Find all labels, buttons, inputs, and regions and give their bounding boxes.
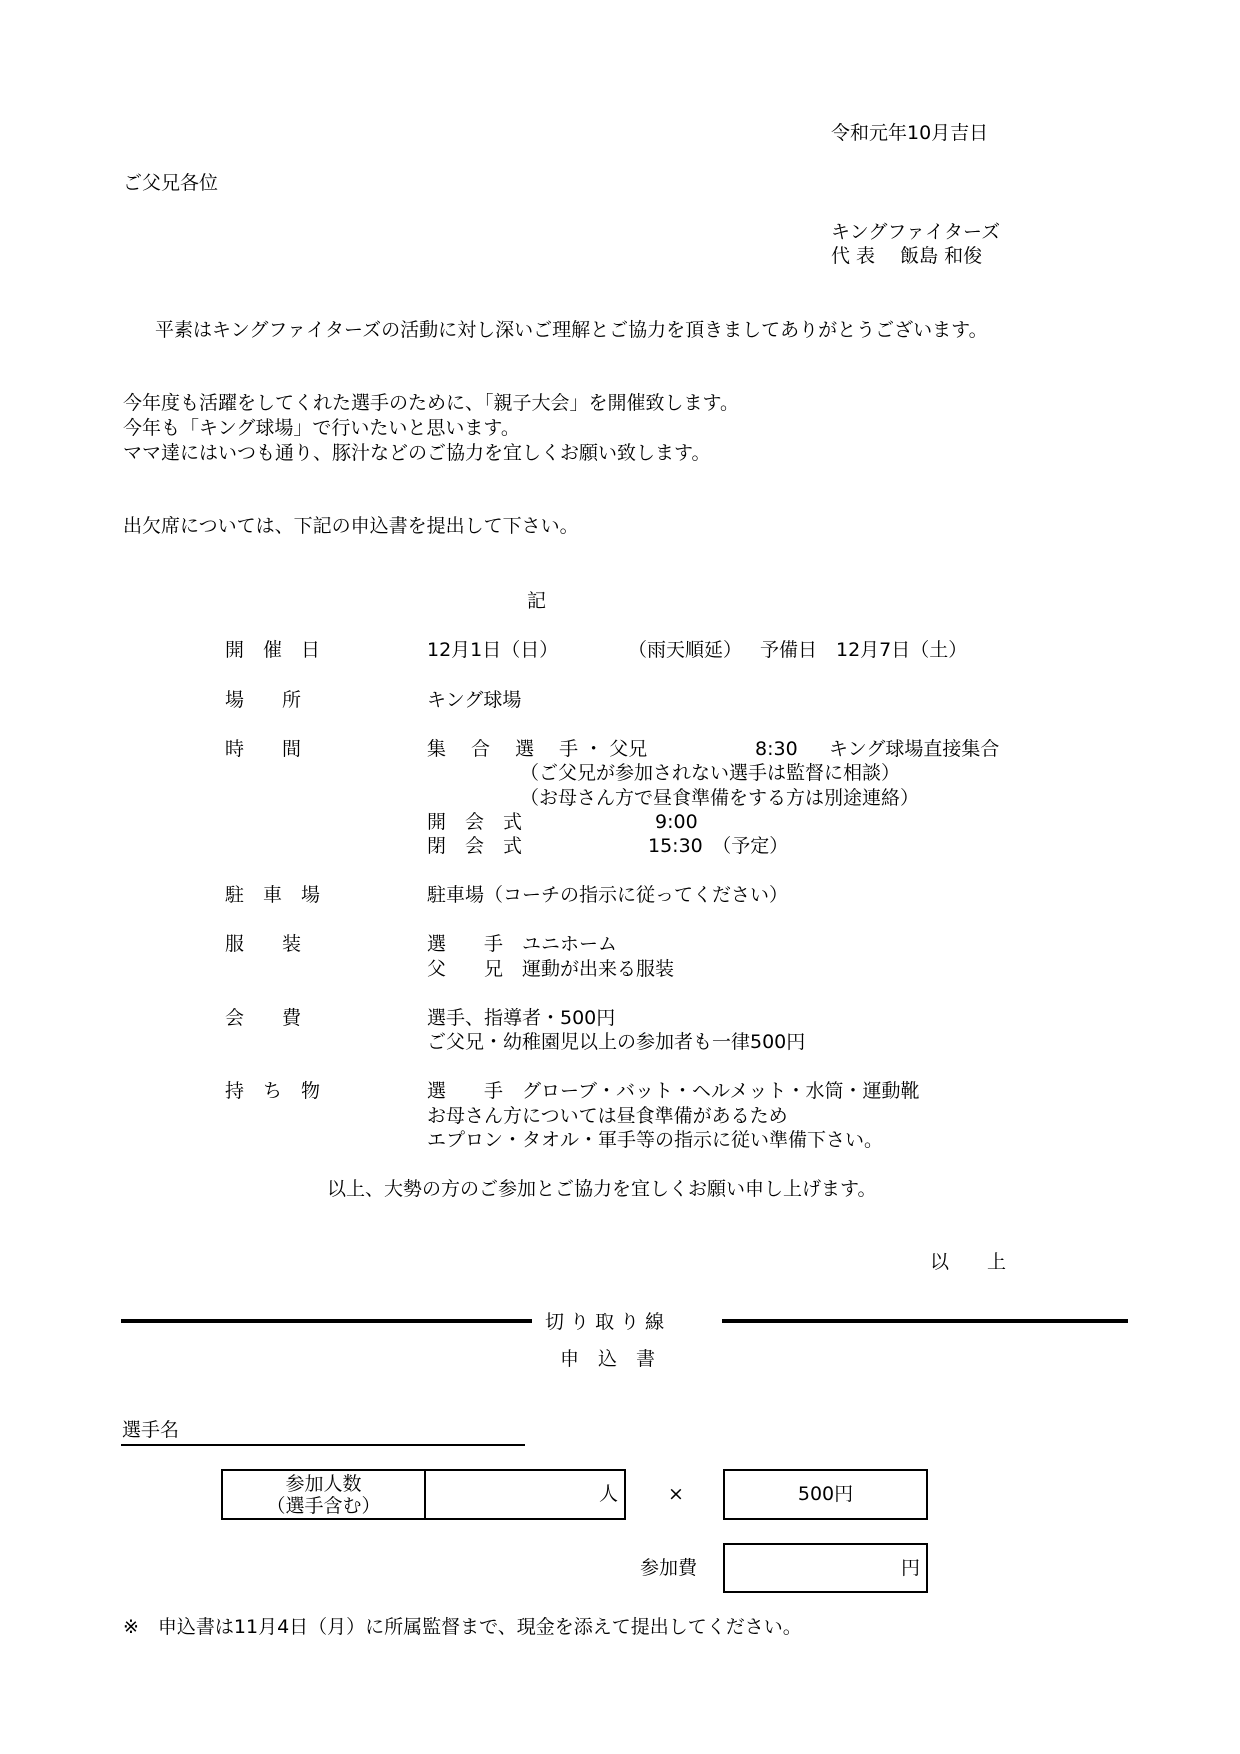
- sender-organization: キングファイターズ: [831, 221, 1001, 243]
- announcement-line-3: ママ達にはいつも通り、豚汁などのご協力を宜しくお願い致します。: [123, 442, 711, 464]
- items-line-2: お母さん方については昼食準備があるため: [427, 1105, 788, 1127]
- time-label: 時 間: [225, 738, 302, 760]
- participation-fee-label: 参加費: [640, 1557, 698, 1579]
- closing-ceremony-label: 閉 会 式: [427, 835, 523, 857]
- items-label: 持 ち 物: [225, 1080, 321, 1102]
- unit-price-box: [723, 1469, 928, 1520]
- participants-label-note: （選手含む）: [266, 1495, 381, 1517]
- opening-ceremony-time: 9:00: [655, 811, 698, 833]
- place-label: 場 所: [225, 689, 302, 711]
- items-line-3: エプロン・タオル・軍手等の指示に従い準備下さい。: [427, 1129, 884, 1151]
- time-note-1: （ご父兄が参加されない選手は監督に相談）: [520, 762, 901, 784]
- addressee: ご父兄各位: [123, 172, 219, 194]
- player-name-underline: [121, 1444, 525, 1446]
- participants-label-cell: [223, 1471, 426, 1518]
- dress-label: 服 装: [225, 933, 302, 955]
- closing-remark: 以上、大勢の方のご参加とご協力を宜しくお願い申し上げます。: [327, 1178, 877, 1200]
- cut-line-right: [722, 1319, 1128, 1323]
- cut-line-label: 切 り 取 り 線: [545, 1311, 665, 1333]
- parking-label: 駐 車 場: [225, 884, 321, 906]
- participants-count-field[interactable]: [426, 1471, 624, 1518]
- greeting-paragraph: 平素はキングファイターズの活動に対し深いご理解とご協力を頂きましてありがとうございます。: [155, 319, 988, 341]
- application-form-title: 申 込 書: [560, 1348, 656, 1370]
- opening-ceremony-label: 開 会 式: [427, 811, 523, 833]
- announcement-line-1: 今年度も活躍をしてくれた選手のために、「親子大会」を開催致します。: [123, 392, 739, 414]
- fee-line-1: 選手、指導者・500円: [427, 1007, 616, 1029]
- dress-player: 選 手 ユニホーム: [427, 933, 618, 955]
- time-note-2: （お母さん方で昼食準備をする方は別途連絡）: [520, 787, 920, 809]
- ki-heading: 記: [527, 590, 547, 612]
- participants-label: 参加人数: [285, 1473, 362, 1495]
- place-value: キング球場: [427, 689, 522, 711]
- fee-label: 会 費: [225, 1007, 302, 1029]
- sender-representative: 代 表 飯島 和俊: [831, 245, 983, 267]
- participation-fee-unit: 円: [900, 1557, 920, 1579]
- cut-line-left: [121, 1319, 532, 1323]
- player-name-label: 選手名: [122, 1419, 180, 1441]
- multiply-sign: ×: [668, 1483, 684, 1505]
- gathering-place: キング球場直接集合: [829, 738, 1000, 760]
- document-date: 令和元年10月吉日: [831, 122, 989, 144]
- fee-line-2: ご父兄・幼稚園児以上の参加者も一律500円: [427, 1031, 806, 1053]
- reserve-date: 予備日 12月7日（土）: [760, 639, 968, 661]
- ijou-closing: 以 上: [930, 1251, 1007, 1273]
- attendance-instruction: 出欠席については、下記の申込書を提出して下さい。: [123, 515, 579, 537]
- dress-parent: 父 兄 運動が出来る服装: [427, 958, 675, 980]
- participation-fee-field[interactable]: [723, 1543, 928, 1593]
- gathering-time: 8:30: [755, 738, 798, 760]
- date-label: 開 催 日: [225, 639, 321, 661]
- rain-postponement: （雨天順延）: [628, 639, 743, 661]
- parking-value: 駐車場（コーチの指示に従ってください）: [427, 884, 789, 906]
- items-line-1: 選 手 グローブ・バット・ヘルメット・水筒・運動靴: [427, 1080, 920, 1102]
- participants-unit: 人: [598, 1483, 618, 1505]
- unit-price-value: 500円: [797, 1483, 854, 1505]
- participants-table: [221, 1469, 626, 1520]
- announcement-line-2: 今年も「キング球場」で行いたいと思います。: [123, 417, 520, 439]
- gathering-attendees: 集 合 選 手 ・ 父兄: [427, 738, 648, 760]
- closing-ceremony-time: 15:30 （予定）: [648, 835, 789, 857]
- event-date: 12月1日（日）: [427, 639, 559, 661]
- submission-note: ※ 申込書は11月4日（月）に所属監督まで、現金を添えて提出してください。: [123, 1616, 802, 1638]
